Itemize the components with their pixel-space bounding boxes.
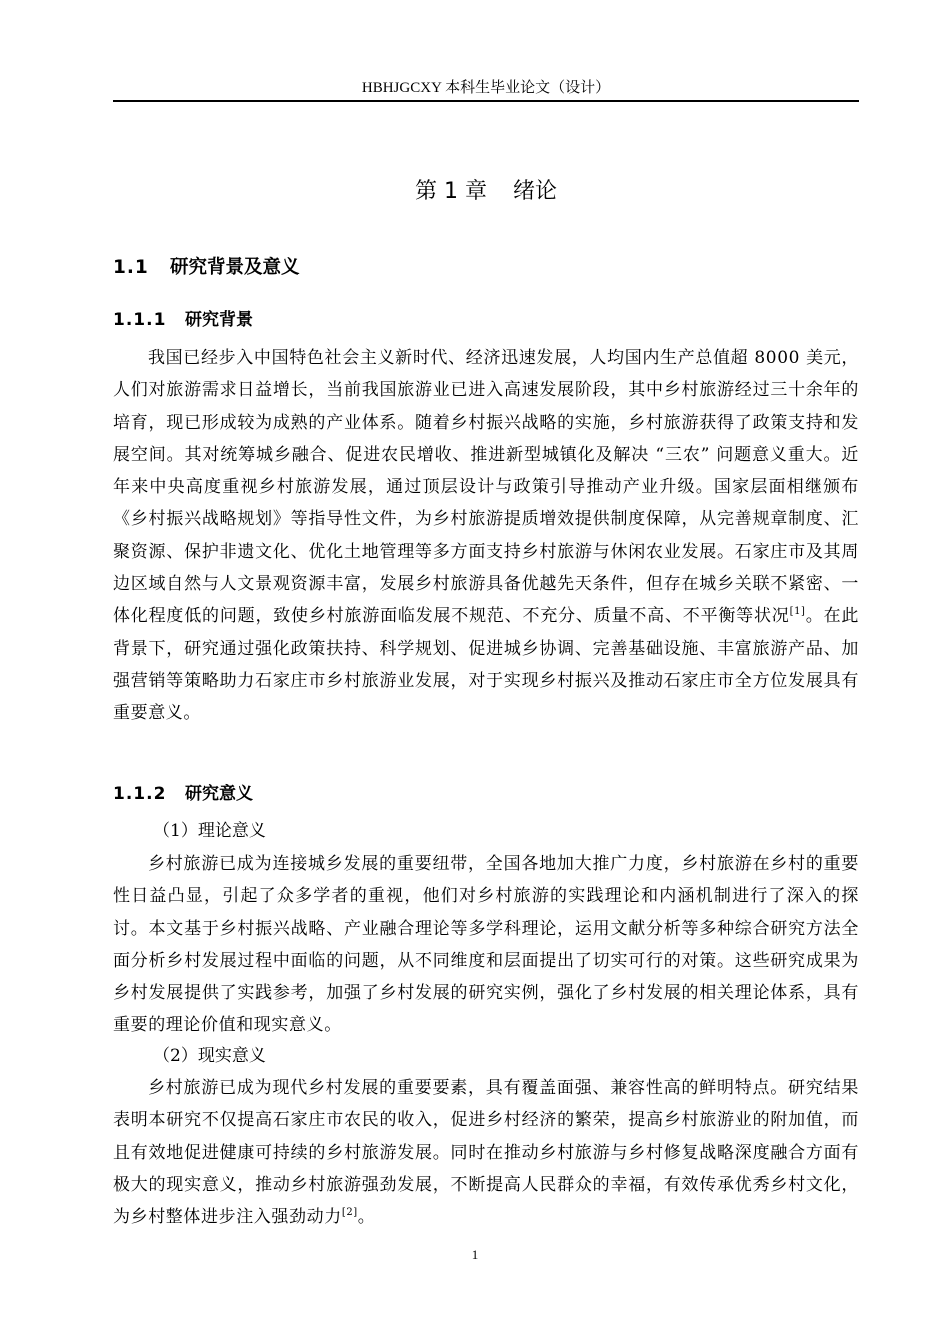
section-title: 研究背景及意义 — [170, 257, 300, 278]
section-heading-1-1-2 — [113, 779, 253, 804]
subsection-number: 1.1.2 — [113, 784, 167, 804]
subsection-number: 1.1.1 — [113, 310, 167, 330]
chapter-number: 第 1 章 — [415, 179, 487, 204]
paragraph-text-after: 。 — [357, 1207, 376, 1228]
running-header: HBHJGCXY 本科生毕业论文（设计） — [113, 78, 859, 102]
paragraph-text-after: 。在此背景下，研究通过强化政策扶持、科学规划、促进城乡协调、完善基础设施、丰富旅游产品、加强营销等策略助力石家庄市乡村旅游业发展，对于实现乡村振兴及推动石家庄市全方位发展具有重要意义。 — [113, 606, 859, 724]
chapter-title — [113, 176, 859, 208]
section-number: 1.1 — [113, 257, 149, 278]
subheading-practice: （2）现实意义 — [153, 1046, 266, 1066]
section-heading-1-1 — [113, 253, 300, 279]
paragraph-background — [113, 342, 859, 730]
subsection-title: 研究意义 — [185, 784, 253, 804]
paragraph-theory: 乡村旅游已成为连接城乡发展的重要纽带，全国各地加大推广力度，乡村旅游在乡村的重要性日益凸显，引起了众多学者的重视，他们对乡村旅游的实践理论和内涵机制进行了深入的探讨。本文基于乡村振兴战略、产业融合理论等多学科理论，运用文献分析等多种综合研究方法全面分析乡村发展过程中面临的问题，从不同维度和层面提出了切实可行的对策。这些研究成果为乡村发展提供了实践参考，加强了乡村发展的研究实例，强化了乡村发展的相关理论体系，具有重要的理论价值和现实意义。 — [113, 854, 859, 1036]
paragraph-text: 乡村旅游已成为现代乡村发展的重要要素，具有覆盖面强、兼容性高的鲜明特点。研究结果表明本研究不仅提高石家庄市农民的收入，促进乡村经济的繁荣，提高乡村旅游业的附加值，而且有效地促进健康可持续的乡村旅游发展。同时在推动乡村旅游与乡村修复战略深度融合方面有极大的现实意义，推动乡村旅游强劲发展，不断提高人民群众的幸福，有效传承优秀乡村文化，为乡村整体进步注入强劲动力 — [113, 1078, 859, 1228]
paragraph-text: 我国已经步入中国特色社会主义新时代、经济迅速发展，人均国内生产总值超 8000 美元，人们对旅游需求日益增长，当前我国旅游业已进入高速发展阶段，其中乡村旅游经过三十余年的培育，现已形成较为成熟的产业体系。随着乡村振兴战略的实施，乡村旅游获得了政策支持和发展空间。其对统筹城乡融合、促进农民增收、推进新型城镇化及解决 “三农” 问题意义重大。近年来中央高度重视乡村旅游发展，通过顶层设计与政策引导推动产业升级。国家层面相继颁布《乡村振兴战略规划》等指导性文件，为乡村旅游提质增效提供制度保障，从完善规章制度、汇聚资源、保护非遗文化、优化土地管理等多方面支持乡村旅游与休闲农业发展。石家庄市及其周边区域自然与人文景观资源丰富，发展乡村旅游具备优越先天条件，但存在城乡关联不紧密、一体化程度低的问题，致使乡村旅游面临发展不规范、不充分、质量不高、不平衡等状况 — [113, 348, 859, 627]
citation-1: [1] — [789, 606, 806, 618]
chapter-name: 绪论 — [512, 179, 557, 204]
subheading-theory: （1）理论意义 — [153, 821, 266, 841]
citation-2: [2] — [341, 1207, 358, 1219]
paragraph-practice — [113, 1072, 859, 1233]
subsection-title: 研究背景 — [185, 310, 253, 330]
section-heading-1-1-1 — [113, 305, 253, 330]
page-number: 1 — [471, 1247, 479, 1262]
